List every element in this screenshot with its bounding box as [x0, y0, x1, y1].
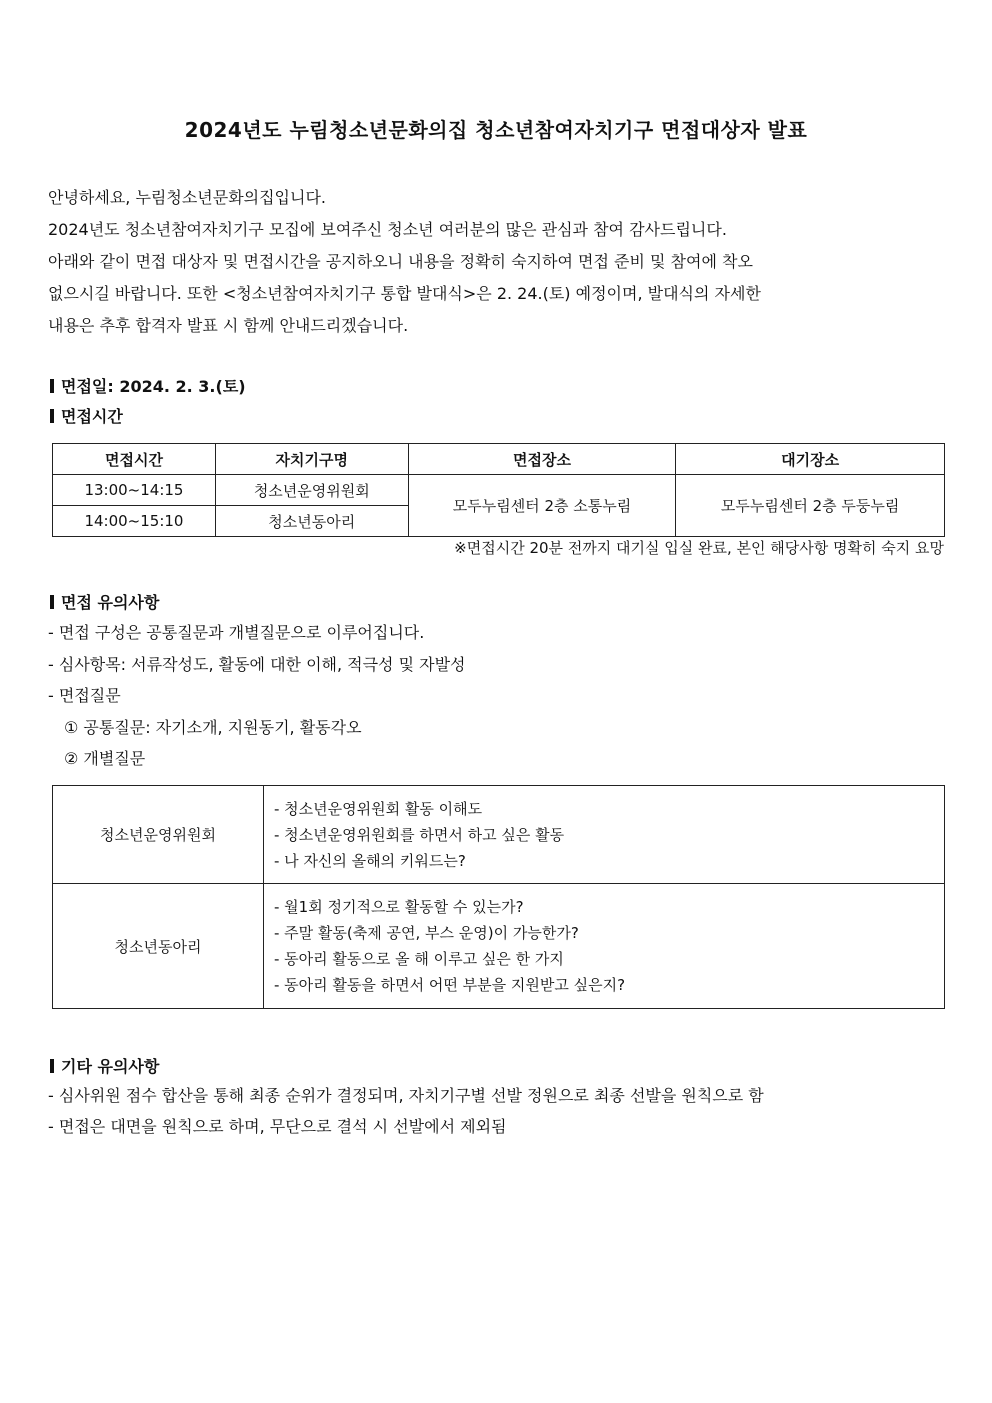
question-item: - 동아리 활동으로 올 해 이루고 싶은 한 가지 [274, 950, 564, 968]
list-item: ② 개별질문 [64, 749, 146, 768]
question-item: - 동아리 활동을 하면서 어떤 부분을 지원받고 싶은지? [274, 976, 626, 994]
cell-place: 모두누림센터 2층 소통누림 [408, 475, 676, 537]
list-item: - 면접은 대면을 원칙으로 하며, 무단으로 결석 시 선발에서 제외됨 [48, 1117, 507, 1136]
list-item: - 심사위원 점수 합산을 통해 최종 순위가 결정되며, 자치기구별 선발 정원으로 최종 선발을 원칙으로 함 [48, 1086, 764, 1105]
schedule-note: ※면접시간 20분 전까지 대기실 입실 완료, 본인 해당사항 명확히 숙지 요망 [454, 539, 944, 557]
header-time: 면접시간 [53, 444, 216, 475]
notice-heading [50, 590, 159, 613]
intro-line: 안녕하세요, 누림청소년문화의집입니다. [48, 188, 327, 207]
interview-date-heading [50, 374, 246, 397]
intro-line: 내용은 추후 합격자 발표 시 함께 안내드리겠습니다. [48, 316, 409, 335]
table-row [53, 475, 945, 506]
other-heading [50, 1054, 159, 1077]
other-list [48, 1080, 764, 1142]
intro-line: 없으시길 바랍니다. 또한 <청소년참여자치기구 통합 발대식>은 2. 24.(토) 예정이며, 발대식의 자세한 [48, 284, 761, 303]
notice-heading-text: 면접 유의사항 [61, 593, 160, 612]
bullet-mark-icon [50, 409, 54, 423]
schedule-header-row [53, 444, 945, 475]
list-item: - 면접질문 [48, 686, 121, 705]
bullet-mark-icon [50, 595, 54, 609]
interview-time-text: 면접시간 [61, 407, 123, 426]
interview-date-text: 면접일: 2024. 2. 3.(토) [61, 377, 246, 396]
question-item: - 청소년운영위원회를 하면서 하고 싶은 활동 [274, 825, 565, 844]
cell-waiting: 모두누림센터 2층 두둥누림 [676, 475, 945, 537]
question-item: - 주말 활동(축제 공연, 부스 운영)이 가능한가? [274, 924, 579, 942]
notice-list [48, 617, 466, 775]
bullet-mark-icon [50, 1059, 54, 1073]
intro-paragraph [48, 182, 948, 342]
header-place: 면접장소 [408, 444, 676, 475]
other-heading-text: 기타 유의사항 [61, 1057, 160, 1076]
bullet-mark-icon [50, 379, 54, 393]
cell-group: 청소년운영위원회 [215, 475, 408, 506]
cell-group: 청소년동아리 [215, 506, 408, 537]
question-items [264, 786, 945, 884]
intro-line: 2024년도 청소년참여자치기구 모집에 보여주신 청소년 여러분의 많은 관심과 참여 감사드립니다. [48, 220, 727, 239]
question-group: 청소년동아리 [53, 884, 264, 1009]
table-row [53, 884, 945, 1009]
list-item: ① 공통질문: 자기소개, 지원동기, 활동각오 [64, 717, 362, 737]
list-item: - 면접 구성은 공통질문과 개별질문으로 이루어집니다. [48, 623, 425, 642]
table-row [53, 786, 945, 884]
question-item: - 나 자신의 올해의 키워드는? [274, 851, 466, 870]
header-group: 자치기구명 [215, 444, 408, 475]
individual-questions-table [52, 785, 945, 1009]
question-group: 청소년운영위원회 [53, 786, 264, 884]
cell-time: 13:00~14:15 [53, 475, 216, 506]
header-waiting: 대기장소 [676, 444, 945, 475]
question-item: - 청소년운영위원회 활동 이해도 [274, 799, 483, 818]
document-title: 2024년도 누림청소년문화의집 청소년참여자치기구 면접대상자 발표 [184, 118, 808, 142]
question-items [264, 884, 945, 1009]
intro-line: 아래와 같이 면접 대상자 및 면접시간을 공지하오니 내용을 정확히 숙지하여 면접 준비 및 참여에 착오 [48, 252, 753, 271]
question-item: - 월1회 정기적으로 활동할 수 있는가? [274, 898, 524, 916]
cell-time: 14:00~15:10 [53, 506, 216, 537]
schedule-table [52, 443, 945, 537]
list-item: - 심사항목: 서류작성도, 활동에 대한 이해, 적극성 및 자발성 [48, 654, 466, 674]
interview-time-heading [50, 404, 123, 427]
